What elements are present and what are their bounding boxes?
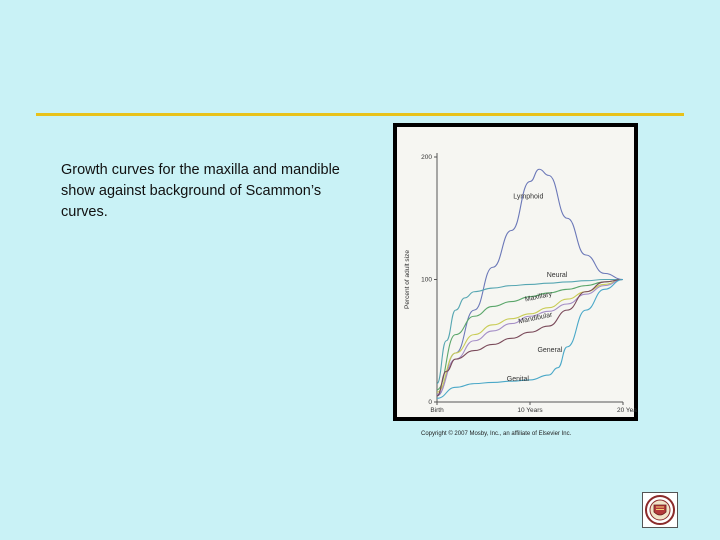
series-label-lymphoid: Lymphoid	[513, 193, 544, 201]
growth-curves-chart	[397, 127, 637, 417]
chart-panel	[397, 127, 637, 417]
x-tick-label: 20 Yea	[617, 407, 637, 414]
copyright-notice: Copyright © 2007 Mosby, Inc., an affiliate of Elsevier Inc.	[421, 431, 572, 437]
series-label-genital: Genital	[506, 376, 529, 384]
x-tick-label: 10 Years	[517, 407, 543, 414]
y-tick-label: 0	[428, 399, 432, 406]
divider-rule	[36, 113, 684, 116]
series-label-maxillary: Maxillary	[524, 290, 553, 304]
y-tick-label: 200	[421, 154, 432, 161]
series-label-mandibular: Mandibular	[517, 311, 554, 326]
y-axis-label: Percent of adult size	[404, 250, 411, 309]
y-tick-label: 100	[421, 276, 432, 284]
university-seal-logo	[642, 492, 678, 528]
slide-caption: Growth curves for the maxilla and mandible show against background of Scammon’s curves.	[61, 162, 340, 220]
series-line-lymphoid	[437, 169, 623, 396]
series-label-neural: Neural	[546, 272, 568, 280]
series-label-general: General	[537, 346, 563, 354]
figure-frame	[393, 123, 638, 421]
x-tick-label: Birth	[430, 407, 444, 414]
